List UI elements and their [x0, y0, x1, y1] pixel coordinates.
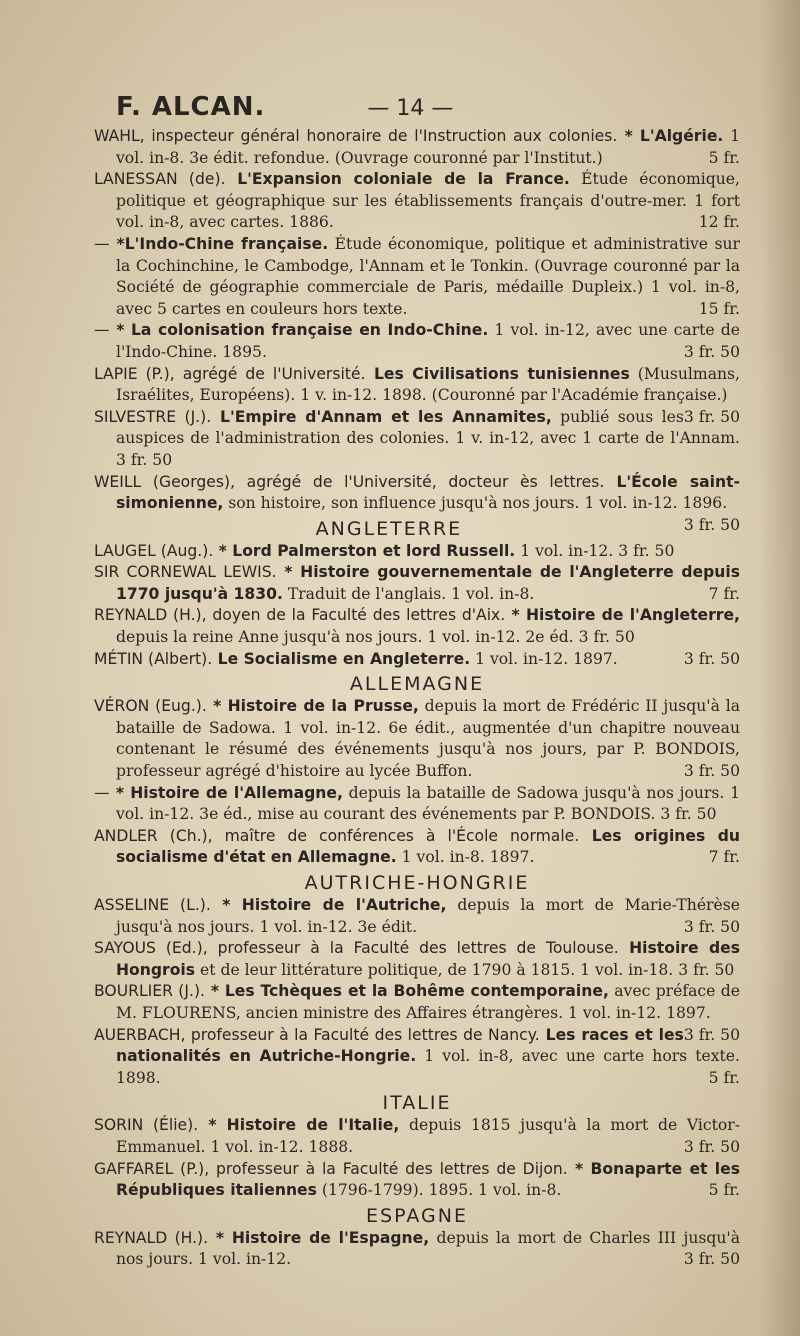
entry-author: SORIN (Élie).	[94, 1116, 199, 1135]
entry-details: depuis la reine Anne jusqu'à nos jours. 1 vol. in-12. 2e éd. 3 fr. 50	[116, 628, 635, 647]
entry-title: Les Civilisations tunisiennes	[365, 364, 630, 383]
entry-details: 1 vol. in-8, avec une carte hors texte. 1898.	[116, 1047, 740, 1087]
catalog-entry	[94, 169, 740, 234]
entry-price: 3 fr. 50	[683, 917, 740, 936]
entry-author: ANDLER (Ch.), maître de conférences à l'École normale.	[94, 826, 580, 845]
catalog-entry	[94, 696, 740, 782]
entry-author: WEILL (Georges), agrégé de l'Université, docteur ès lettres.	[94, 472, 605, 491]
entry-price: 3 fr. 50	[683, 649, 740, 668]
entry-title: * Histoire gouvernementale de l'Angleterre depuis 1770 jusqu'à 1830.	[116, 563, 740, 603]
entry-author: LAPIE (P.), agrégé de l'Université.	[94, 364, 366, 383]
catalog-entry	[94, 649, 740, 671]
entry-details: depuis la mort de Charles III jusqu'à nos jours. 1 vol. in-12.	[116, 1228, 740, 1269]
page-number: — 14 —	[367, 96, 454, 121]
entry-author: LANESSAN (de).	[94, 170, 226, 189]
entry-title: * Histoire de la Prusse,	[206, 697, 419, 716]
entry-price: 3 fr. 50	[683, 515, 740, 534]
entry-title: Les races et les nationalités en Autriche-Hongrie.	[116, 1025, 684, 1066]
catalog-entry	[94, 1228, 740, 1271]
entry-price: 3 fr. 50	[683, 1025, 740, 1044]
entry-title: * Histoire de l'Autriche,	[210, 896, 447, 914]
entry-author: —	[94, 783, 110, 802]
entry-details: son histoire, son influence jusqu'à nos jours. 1 vol. in-12. 1896.	[223, 494, 728, 513]
catalog-entry	[94, 1025, 740, 1090]
entry-price: 5 fr.	[708, 1068, 740, 1087]
catalog-entry	[94, 826, 740, 869]
entry-details: (1796-1799). 1895. 1 vol. in-8.	[316, 1181, 562, 1200]
entry-title: * Les Tchèques et la Bohême contemporaine,	[204, 982, 609, 1001]
entry-details: Traduit de l'anglais. 1 vol. in-8.	[282, 584, 535, 603]
entry-author: GAFFAREL (P.), professeur à la Faculté des lettres de Dijon.	[94, 1159, 568, 1178]
entry-details: Étude économique, politique et géographique sur les établissements français d'outre-mer. 1 fort vol. in-8, avec cartes. 1886.	[116, 170, 740, 232]
entry-title: * Histoire de l'Angleterre,	[505, 606, 740, 625]
entry-details: depuis 1815 jusqu'à la mort de Victor-Emmanuel. 1 vol. in-12. 1888.	[116, 1116, 741, 1156]
entry-author: SILVESTRE (J.).	[94, 407, 212, 426]
running-head	[116, 92, 740, 122]
entry-details: publié sous les auspices de l'administration des colonies. 1 v. in-12, avec 1 carte de l'Annam. 3 fr. 50	[116, 407, 740, 469]
catalog-entry	[94, 320, 740, 363]
entry-title: L'École saint-simonienne,	[116, 472, 740, 513]
entry-price: 3 fr. 50	[683, 407, 740, 426]
catalog-entry	[94, 895, 740, 938]
publisher-name: F. ALCAN.	[116, 92, 266, 122]
entry-details: 1 vol. in-8. 3e édit. refondue. (Ouvrage couronné par l'Institut.)	[116, 127, 740, 167]
entry-details: 1 vol. in-8. 1897.	[396, 848, 535, 867]
entry-price: 12 fr.	[698, 213, 740, 232]
section-heading: ITALIE	[382, 1092, 452, 1115]
entry-title: Histoire des Hongrois	[116, 939, 740, 979]
entry-title: L'Expansion coloniale de la France.	[225, 170, 570, 189]
entry-author: ASSELINE (L.).	[94, 896, 211, 914]
entry-details: (Musulmans, Israélites, Européens). 1 v. in-12. 1898. (Couronné par l'Académie française.)	[116, 364, 740, 405]
entry-title: * Bonaparte et les Républiques italiennes	[116, 1159, 740, 1200]
entry-author: SIR CORNEWAL LEWIS.	[94, 563, 277, 582]
entry-price: 3 fr. 50	[683, 1250, 740, 1269]
entry-price: 7 fr.	[708, 584, 740, 603]
catalog-list	[94, 126, 740, 1271]
section-heading: AUTRICHE-HONGRIE	[304, 872, 530, 894]
entry-title: * Histoire de l'Espagne,	[208, 1228, 430, 1247]
entry-details: 1 vol. in-12. 3 fr. 50	[515, 541, 675, 560]
entry-details: depuis la mort de Frédéric II jusqu'à la bataille de Sadowa. 1 vol. in-12. 6e édit., augmentée d'un chapitre nouveau contenant le résumé des événements jusqu'à nos jours, par P. BONDOIS, professeur agrégé d'histoire au lycée Buffon.	[116, 697, 740, 781]
entry-title: Le Socialisme en Angleterre.	[212, 649, 471, 668]
entry-title: L'Empire d'Annam et les Annamites,	[211, 407, 552, 426]
entry-title: * Histoire de l'Allemagne,	[109, 783, 343, 802]
entry-price: 5 fr.	[708, 148, 740, 167]
catalog-entry	[94, 562, 740, 605]
catalog-entry	[94, 126, 740, 169]
entry-price: 5 fr.	[708, 1181, 740, 1200]
entry-price: 3 fr. 50	[683, 762, 740, 781]
entry-title: * Lord Palmerston et lord Russell.	[213, 541, 516, 560]
entry-title: Les origines du socialisme d'état en Allemagne.	[116, 826, 741, 867]
entry-details: 1 vol. in-12, avec une carte de l'Indo-Chine. 1895.	[116, 321, 740, 361]
catalog-entry	[94, 605, 740, 648]
catalog-entry	[94, 783, 740, 826]
entry-price: 15 fr.	[698, 299, 740, 318]
entry-author: SAYOUS (Ed.), professeur à la Faculté des lettres de Toulouse.	[94, 939, 619, 958]
entry-details: 1 vol. in-12. 1897.	[470, 649, 618, 668]
entry-author: MÉTIN (Albert).	[94, 649, 213, 668]
entry-author: VÉRON (Eug.).	[94, 697, 207, 716]
entry-title: * La colonisation française en Indo-Chine.	[109, 321, 489, 340]
catalog-entry	[94, 1115, 740, 1158]
entry-details: avec préface de M. FLOURENS, ancien ministre des Affaires étrangères. 1 vol. in-12. 1897.	[116, 982, 740, 1022]
entry-details: depuis la bataille de Sadowa jusqu'à nos jours. 1 vol. in-12. 3e éd., mise au courant des événements par P. BONDOIS. 3 fr. 50	[116, 783, 740, 824]
entry-author: BOURLIER (J.).	[94, 982, 205, 1001]
section-heading: ANGLETERRE	[315, 517, 463, 540]
entry-details: et de leur littérature politique, de 1790 à 1815. 1 vol. in-18. 3 fr. 50	[195, 960, 735, 979]
entry-title: * Histoire de l'Italie,	[198, 1116, 400, 1135]
entry-author: WAHL, inspecteur général honoraire de l'Instruction aux colonies.	[94, 127, 618, 145]
section-heading: ESPAGNE	[366, 1204, 468, 1227]
catalog-entry	[94, 541, 740, 563]
entry-author: —	[94, 234, 110, 253]
section-heading: ALLEMAGNE	[349, 673, 485, 696]
catalog-entry	[94, 938, 740, 981]
catalog-entry	[94, 1159, 740, 1202]
entry-price: 7 fr.	[708, 848, 740, 867]
entry-price: 3 fr. 50	[683, 1137, 740, 1156]
entry-author: LAUGEL (Aug.).	[94, 541, 214, 560]
entry-details: depuis la mort de Marie-Thérèse jusqu'à nos jours. 1 vol. in-12. 3e édit.	[116, 896, 740, 936]
entry-title: * L'Algérie.	[617, 127, 724, 145]
entry-author: REYNALD (H.).	[94, 1228, 209, 1247]
catalog-entry	[94, 234, 740, 320]
entry-price: 3 fr. 50	[683, 342, 740, 361]
entry-details: Étude économique, politique et administrative sur la Cochinchine, le Cambodge, l'Annam et le Tonkin. (Ouvrage couronné par la Société de géographie commerciale de Paris, médaille Dupleix.) 1 vol. in-8, avec 5 cartes en couleurs hors texte.	[116, 234, 740, 318]
entry-author: —	[94, 321, 110, 340]
catalog-entry	[94, 407, 740, 472]
entry-author: AUERBACH, professeur à la Faculté des lettres de Nancy.	[94, 1025, 540, 1044]
entry-author: REYNALD (H.), doyen de la Faculté des lettres d'Aix.	[94, 606, 506, 625]
entry-title: *L'Indo-Chine française.	[109, 234, 329, 253]
